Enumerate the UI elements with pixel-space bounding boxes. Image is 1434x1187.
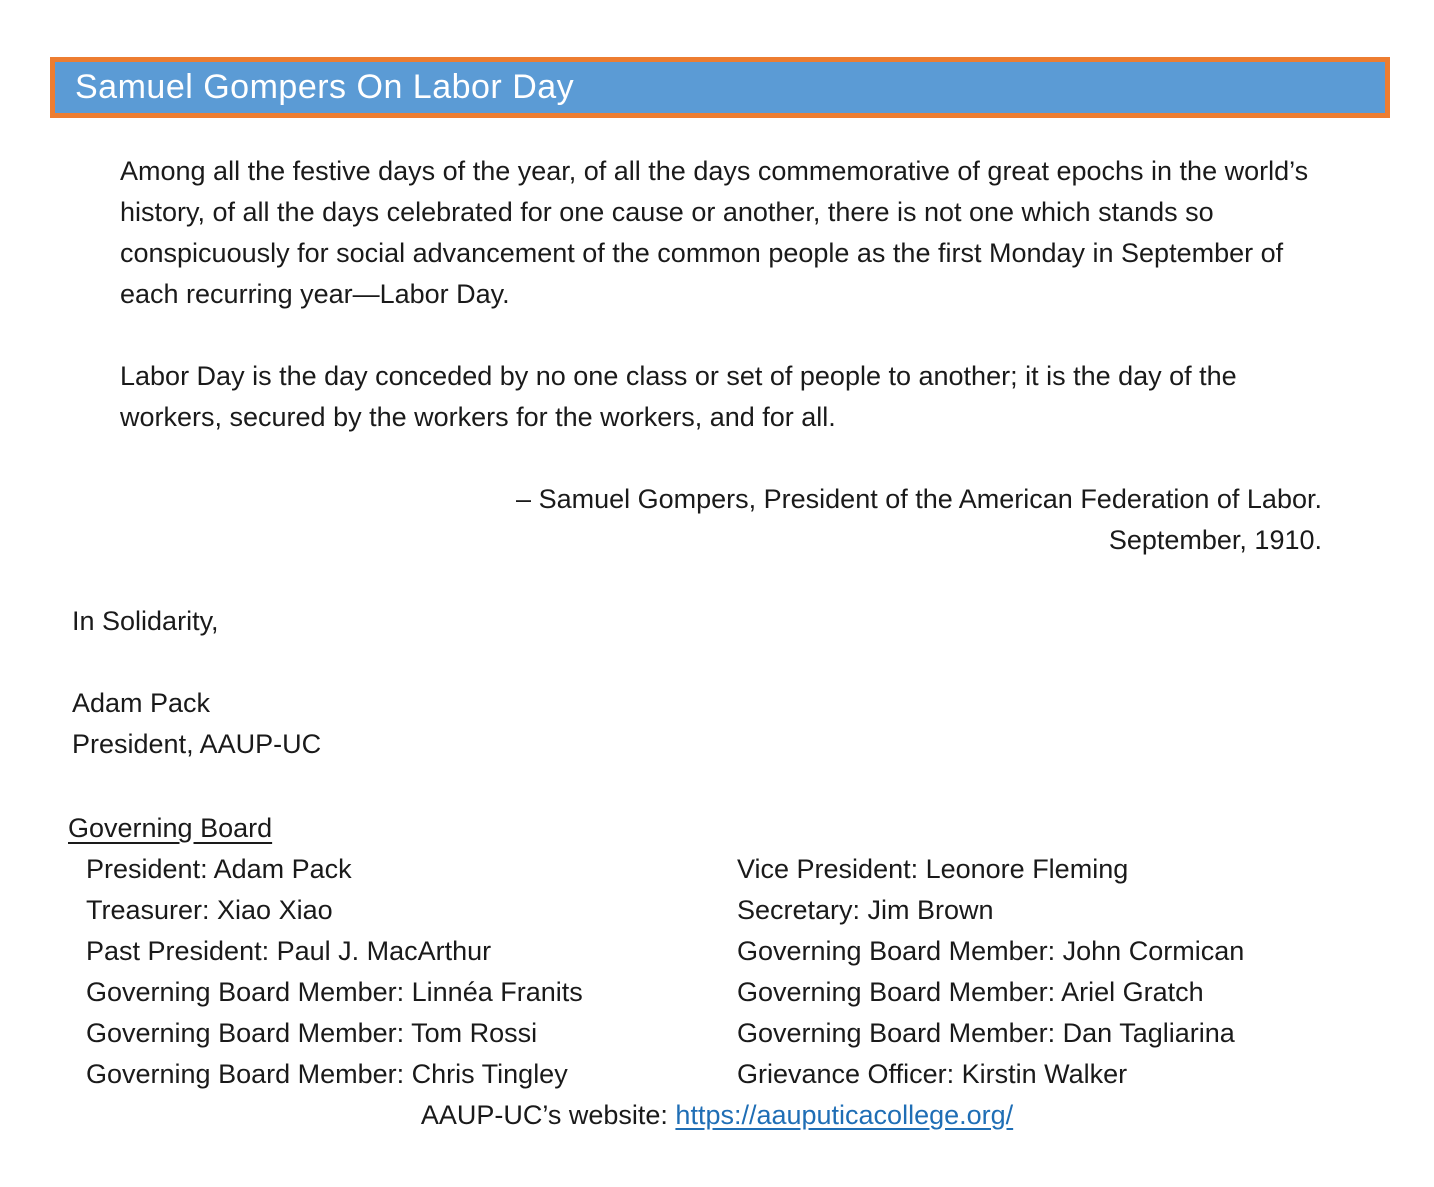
attribution-line-1: – Samuel Gompers, President of the American Federation of Labor. [516, 484, 1322, 514]
quote-attribution [120, 479, 1322, 561]
board-member-entry: Governing Board Member: Chris Tingley [86, 1059, 568, 1089]
website-line [0, 1095, 1434, 1136]
governing-board-heading: Governing Board [68, 813, 273, 843]
attribution-line-2: September, 1910. [1108, 525, 1322, 555]
board-member-entry: Governing Board Member: Linnéa Franits [86, 977, 583, 1007]
board-member-entry: Governing Board Member: Tom Rossi [86, 1018, 538, 1048]
quote-block [120, 151, 1322, 561]
salutation: In Solidarity, [72, 606, 219, 636]
website-link[interactable]: https://aauputicacollege.org/ [675, 1100, 1014, 1130]
signature-block [72, 683, 1434, 765]
header-banner [50, 57, 1390, 118]
board-member-entry: Secretary: Jim Brown [737, 895, 994, 925]
board-member-entry: Governing Board Member: Dan Tagliarina [737, 1018, 1235, 1048]
board-member-entry: Treasurer: Xiao Xiao [86, 895, 333, 925]
signature-name: Adam Pack [72, 688, 211, 718]
board-column-left [86, 849, 737, 1095]
board-member-entry: Grievance Officer: Kirstin Walker [737, 1059, 1128, 1089]
signature-title: President, AAUP-UC [72, 729, 322, 759]
quote-paragraph-1: Among all the festive days of the year, of all the days commemorative of great epochs in the world’s history, of all the days celebrated for one cause or another, there is not one which stands so conspicuously for social advancement of the common people as the first Monday in September of each recurring year—Labor Day. [120, 156, 1309, 309]
governing-board-list [86, 849, 1434, 1095]
board-member-entry: Vice President: Leonore Fleming [737, 854, 1129, 884]
board-member-entry: President: Adam Pack [86, 854, 352, 884]
board-member-entry: Past President: Paul J. MacArthur [86, 936, 492, 966]
page-title: Samuel Gompers On Labor Day [75, 68, 575, 106]
board-member-entry: Governing Board Member: John Cormican [737, 936, 1245, 966]
quote-paragraph-2: Labor Day is the day conceded by no one class or set of people to another; it is the day of the workers, secured by the workers for the workers, and for all. [120, 361, 1237, 432]
board-member-entry: Governing Board Member: Ariel Gratch [737, 977, 1204, 1007]
board-column-right [737, 849, 1434, 1095]
website-label: AAUP-UC’s website: [420, 1100, 676, 1130]
